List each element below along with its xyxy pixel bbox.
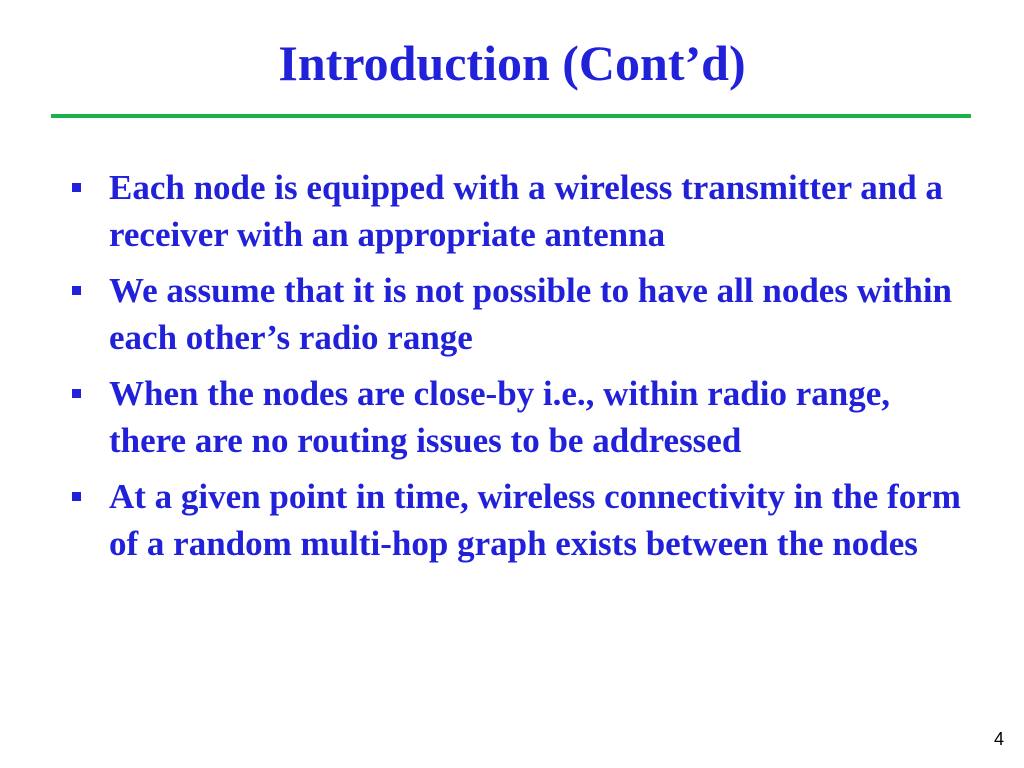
square-bullet-icon: [72, 183, 81, 192]
bullet-item: [0, 164, 1024, 258]
title-divider: [51, 114, 971, 118]
slide-title: Introduction (Cont’d): [278, 35, 746, 91]
bullet-item: [0, 267, 1024, 361]
bullet-list: [0, 164, 1024, 576]
bullet-item: [0, 473, 1024, 567]
square-bullet-icon: [72, 492, 81, 501]
bullet-text: When the nodes are close-by i.e., within radio range, there are no routing issues to be addressed: [109, 374, 891, 460]
page-number: 4: [993, 729, 1004, 749]
bullet-text: We assume that it is not possible to have all nodes within each other’s radio range: [109, 271, 953, 357]
square-bullet-icon: [72, 286, 81, 295]
square-bullet-icon: [72, 389, 81, 398]
bullet-text: At a given point in time, wireless connectivity in the form of a random multi-hop graph exists between the nodes: [109, 477, 961, 563]
bullet-item: [0, 370, 1024, 464]
bullet-text: Each node is equipped with a wireless transmitter and a receiver with an appropriate antenna: [109, 168, 943, 254]
